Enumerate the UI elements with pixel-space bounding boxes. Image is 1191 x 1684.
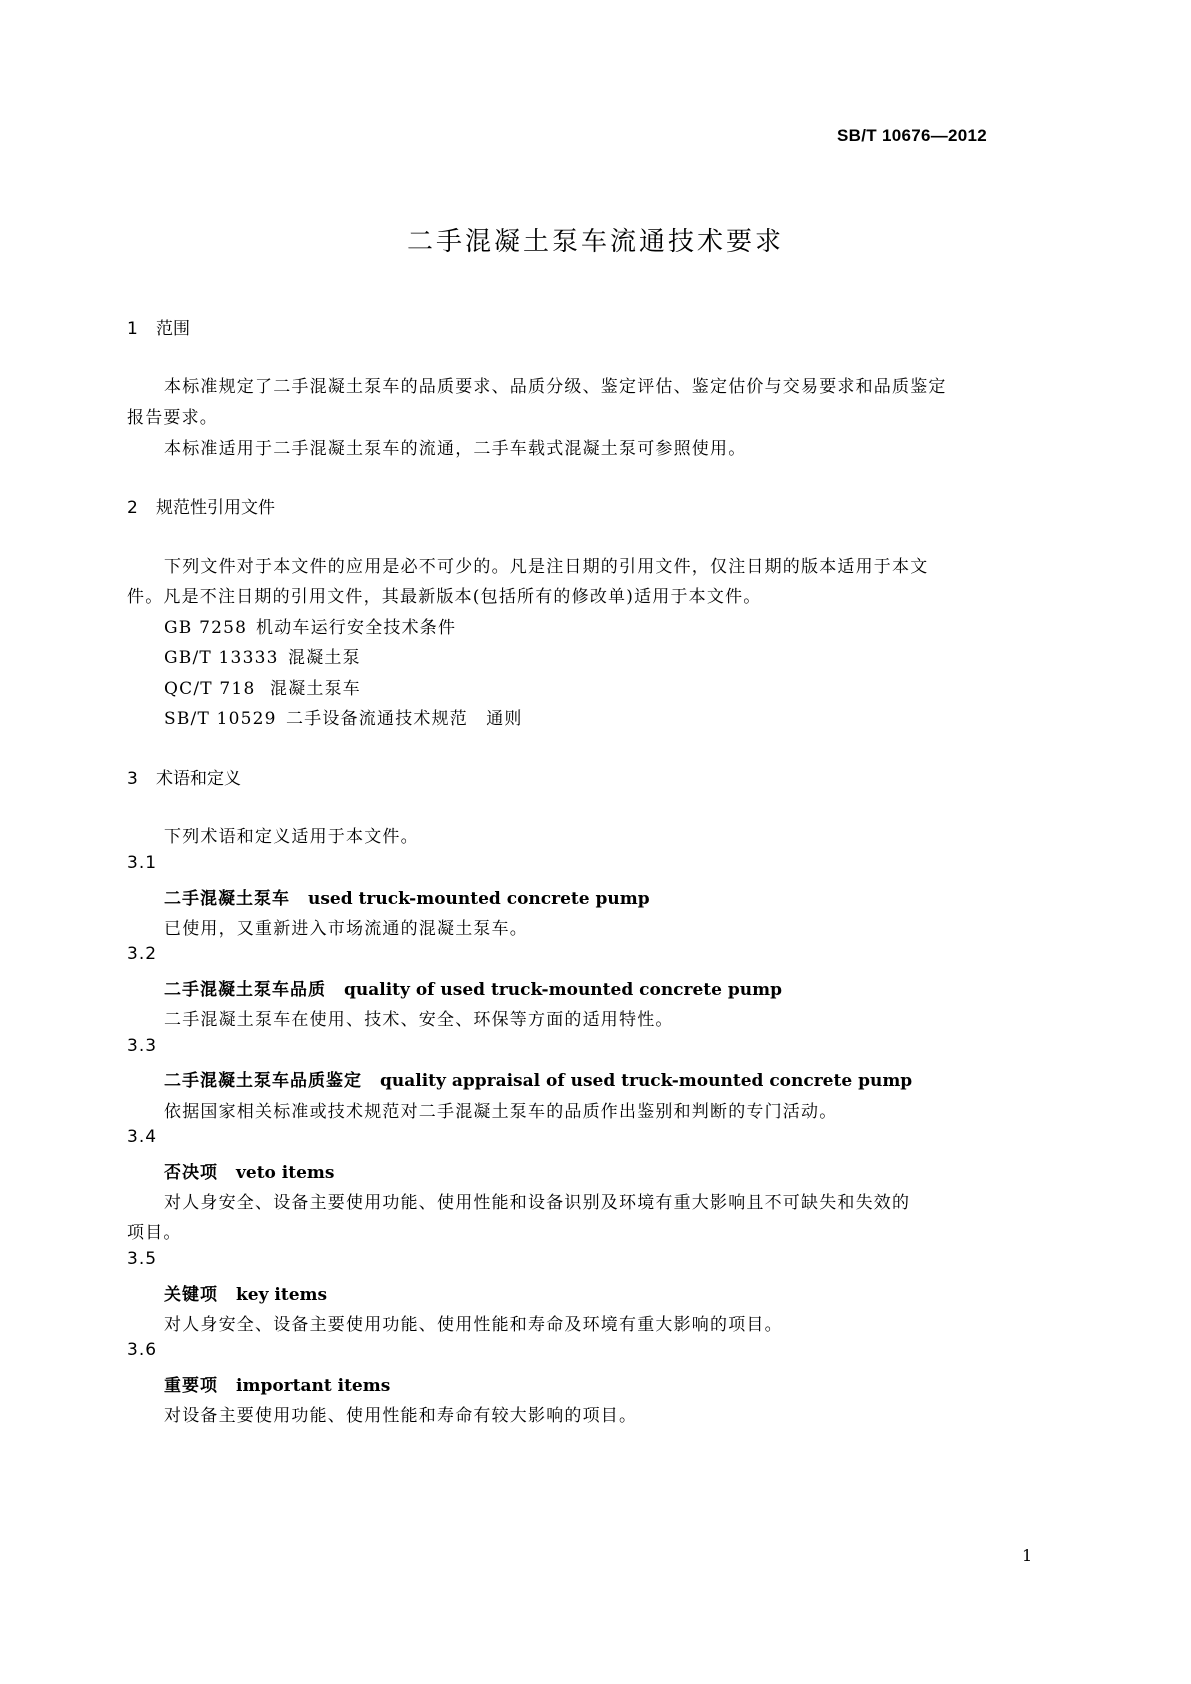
- reference-title: 二手设备流通技术规范 通则: [286, 709, 523, 729]
- term-zh: 重要项: [164, 1376, 218, 1396]
- section-title: 术语和定义: [156, 769, 241, 789]
- section-number: 2: [127, 498, 138, 518]
- term-en: veto items: [236, 1163, 335, 1183]
- section-number: 3: [127, 769, 138, 789]
- reference-code: SB/T 10529: [164, 709, 277, 729]
- term-definition: 二手混凝土泵车在使用、技术、安全、环保等方面的适用特性。: [164, 1010, 674, 1030]
- term-en: key items: [236, 1285, 328, 1305]
- normative-reference: [164, 643, 361, 668]
- clause-number: 3.6: [127, 1340, 158, 1360]
- reference-title: 混凝土泵车: [270, 679, 361, 699]
- normative-reference: [164, 613, 456, 638]
- reference-code: QC/T 718: [164, 679, 256, 699]
- clause-number: 3.4: [127, 1127, 158, 1147]
- term-definition: 已使用，又重新进入市场流通的混凝土泵车。: [164, 919, 528, 939]
- reference-title: 机动车运行安全技术条件: [256, 618, 457, 638]
- clause-number: 3.2: [127, 944, 158, 964]
- term-zh: 二手混凝土泵车品质鉴定: [164, 1071, 362, 1091]
- paragraph-line: 下列文件对于本文件的应用是必不可少的。凡是注日期的引用文件，仅注日期的版本适用于本文: [164, 557, 929, 577]
- term-entry: [164, 884, 650, 909]
- term-en: used truck-mounted concrete pump: [308, 889, 650, 909]
- term-definition: 对设备主要使用功能、使用性能和寿命有较大影响的项目。: [164, 1406, 638, 1426]
- section-1-heading: [127, 314, 190, 339]
- term-zh: 二手混凝土泵车品质: [164, 980, 326, 1000]
- document-code: SB/T 10676—2012: [837, 126, 988, 145]
- page-number: 1: [1022, 1546, 1033, 1565]
- term-definition: 对人身安全、设备主要使用功能、使用性能和寿命及环境有重大影响的项目。: [164, 1315, 783, 1335]
- paragraph-line: 下列术语和定义适用于本文件。: [164, 827, 419, 847]
- reference-code: GB/T 13333: [164, 648, 279, 668]
- section-title: 规范性引用文件: [156, 498, 275, 518]
- term-en: important items: [236, 1376, 391, 1396]
- term-entry: [164, 1066, 912, 1091]
- clause-number: 3.3: [127, 1036, 158, 1056]
- page-title: 二手混凝土泵车流通技术要求: [406, 227, 784, 257]
- clause-number: 3.1: [127, 853, 158, 873]
- term-en: quality appraisal of used truck-mounted concrete pump: [380, 1071, 913, 1091]
- term-definition: 依据国家相关标准或技术规范对二手混凝土泵车的品质作出鉴别和判断的专门活动。: [164, 1102, 838, 1122]
- section-title: 范围: [156, 319, 190, 339]
- section-number: 1: [127, 319, 138, 339]
- term-entry: [164, 1371, 390, 1396]
- term-entry: [164, 1280, 327, 1305]
- normative-reference: [164, 674, 361, 699]
- paragraph-line: 报告要求。: [127, 408, 218, 428]
- paragraph-line: 本标准适用于二手混凝土泵车的流通，二手车载式混凝土泵可参照使用。: [164, 439, 747, 459]
- term-zh: 否决项: [164, 1163, 218, 1183]
- reference-title: 混凝土泵: [288, 648, 361, 668]
- paragraph-line: 本标准规定了二手混凝土泵车的品质要求、品质分级、鉴定评估、鉴定估价与交易要求和品质鉴定: [164, 377, 947, 397]
- normative-reference: [164, 704, 523, 729]
- term-zh: 关键项: [164, 1285, 218, 1305]
- term-entry: [164, 975, 782, 1000]
- paragraph-line: 件。凡是不注日期的引用文件，其最新版本(包括所有的修改单)适用于本文件。: [127, 587, 762, 607]
- reference-code: GB 7258: [164, 618, 248, 638]
- section-3-heading: [127, 764, 241, 789]
- term-definition: 对人身安全、设备主要使用功能、使用性能和设备识别及环境有重大影响且不可缺失和失效的: [164, 1193, 911, 1213]
- clause-number: 3.5: [127, 1249, 158, 1269]
- term-definition-continued: 项目。: [127, 1223, 182, 1243]
- term-en: quality of used truck-mounted concrete pump: [344, 980, 783, 1000]
- term-entry: [164, 1158, 335, 1183]
- term-zh: 二手混凝土泵车: [164, 889, 290, 909]
- section-2-heading: [127, 493, 275, 518]
